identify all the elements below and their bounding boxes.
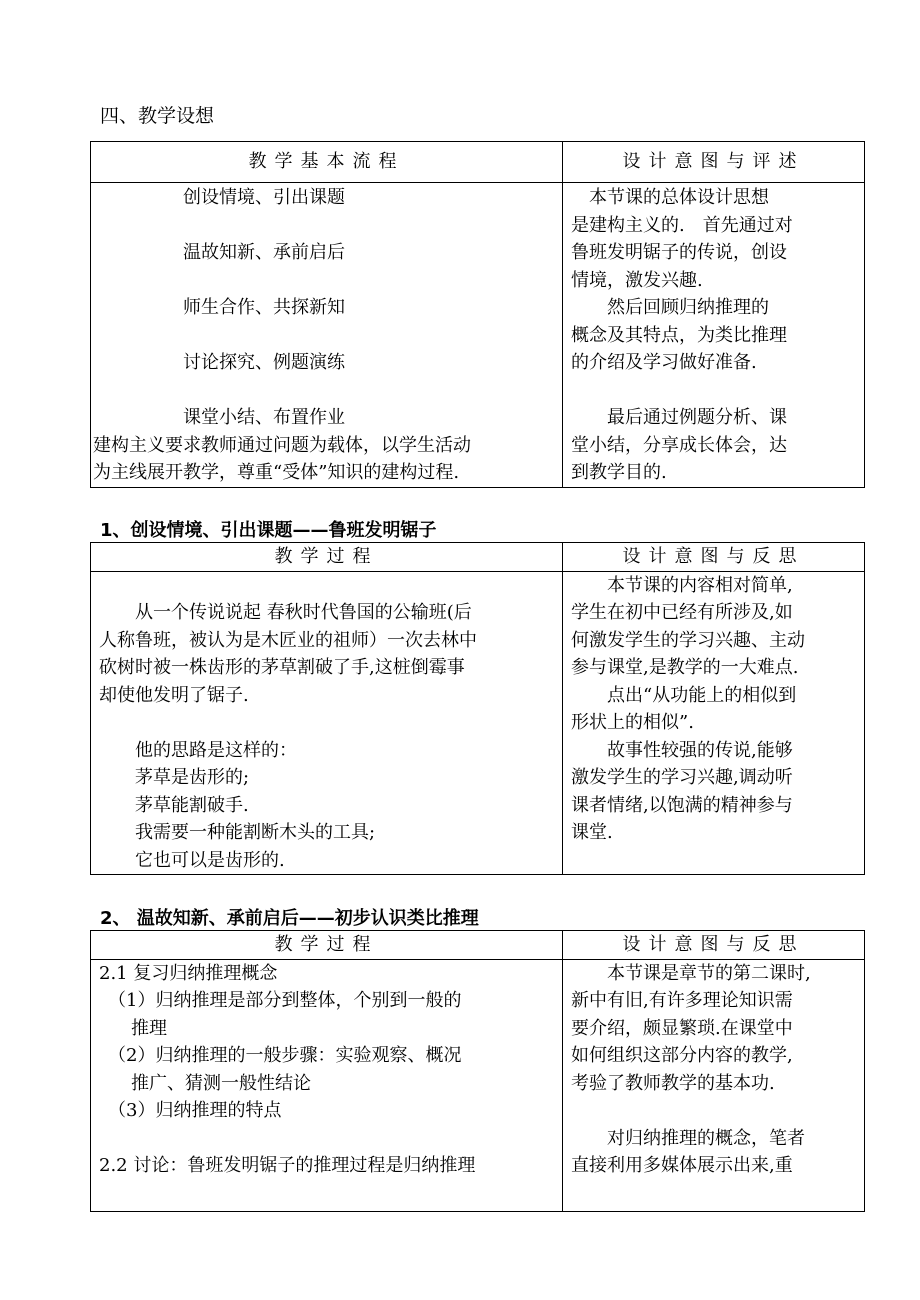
flow-step: 创设情境、引出课题 (183, 187, 345, 208)
table3-header-right: 设计意图与反思 (563, 931, 865, 960)
review-line: 2.1 复习归纳推理概念 (99, 962, 278, 984)
reflection-line: 考验了教师教学的基本功. (571, 1072, 775, 1094)
comment-line: 最后通过例题分析、课 (571, 407, 787, 428)
situation-table (90, 542, 865, 875)
section-title-review: 2、 温故知新、承前启后——初步认识类比推理 (100, 908, 479, 929)
flow-step: 课堂小结、布置作业 (183, 407, 345, 428)
reflection-line: 学生在初中已经有所涉及,如 (571, 602, 793, 623)
section-title-situation: 1、创设情境、引出课题——鲁班发明锯子 (100, 520, 437, 541)
table3-header-left: 教学过程 (91, 931, 563, 960)
reflection-line: 故事性较强的传说,能够 (571, 739, 793, 761)
comment-line: 的介绍及学习做好准备. (571, 352, 757, 373)
thought-line: 它也可以是齿形的. (99, 849, 285, 871)
thought-line: 他的思路是这样的： (99, 739, 297, 761)
table1-comment-cell (563, 183, 865, 488)
comment-line: 是建构主义的. 首先通过对 (571, 214, 793, 236)
review-table (90, 930, 865, 1212)
review-line: （3）归纳推理的特点 (99, 1100, 282, 1121)
comment-line: 鲁班发明锯子的传说，创设 (571, 242, 787, 263)
reflection-line: 课者情绪,以饱满的精神参与 (571, 794, 793, 816)
comment-line: 情境，激发兴趣. (571, 269, 703, 291)
reflection-line (571, 1097, 856, 1125)
section-title-teaching-design: 四、教学设想 (100, 105, 215, 127)
comment-line: 本节课的总体设计思想 (571, 187, 769, 208)
table2-process-cell (91, 571, 563, 875)
thought-line: 茅草是齿形的; (99, 767, 250, 788)
comment-line (571, 377, 856, 405)
comment-line: 概念及其特点，为类比推理 (571, 324, 787, 346)
comment-line: 然后回顾归纳推理的 (571, 297, 769, 318)
flow-step: 讨论探究、例题演练 (183, 352, 345, 373)
reflection-line: 对归纳推理的概念，笔者 (571, 1127, 805, 1149)
reflection-line: 本节课是章节的第二课时, (571, 962, 811, 984)
reflection-line: 参与课堂,是教学的一大难点. (571, 657, 799, 678)
table3-process-cell (91, 959, 563, 1211)
reflection-line: 如何组织这部分内容的教学, (571, 1045, 793, 1066)
story-line: 却使他发明了锯子. (99, 684, 249, 706)
table2-header-right: 设计意图与反思 (563, 543, 865, 572)
table1-header-right: 设计意图与评述 (563, 142, 865, 183)
flow-footnote-line: 建构主义要求教师通过问题为载体，以学生活动 (93, 434, 471, 456)
review-line: 2.2 讨论：鲁班发明锯子的推理过程是归纳推理 (99, 1155, 476, 1176)
story-line: 人称鲁班，被认为是木匠业的祖师）一次去林中 (99, 629, 477, 651)
review-line: （1）归纳推理是部分到整体，个别到一般的 (99, 990, 462, 1011)
flow-footnote-line: 为主线展开教学，尊重“受体”知识的建构过程. (93, 462, 460, 483)
reflection-line: 激发学生的学习兴趣,调动听 (571, 767, 793, 788)
reflection-line: 直接利用多媒体展示出来,重 (571, 1155, 793, 1176)
reflection-line: 形状上的相似”. (571, 712, 694, 733)
reflection-line: 课堂. (571, 822, 613, 843)
flow-step: 师生合作、共探新知 (183, 297, 345, 318)
thought-line: 我需要一种能割断木头的工具; (99, 822, 376, 843)
table1-flow-cell (91, 183, 563, 488)
table2-reflection-cell (563, 571, 865, 875)
review-line: 推理 (131, 1017, 167, 1039)
thought-line: 茅草能割破手. (99, 794, 249, 816)
reflection-line: 新中有旧,有许多理论知识需 (571, 990, 793, 1011)
story-line: 从一个传说说起 春秋时代鲁国的公输班(后 (99, 602, 472, 623)
table1-header-left: 教学基本流程 (91, 142, 563, 183)
reflection-line: 本节课的内容相对简单, (571, 574, 793, 596)
review-line: （2）归纳推理的一般步骤：实验观察、概况 (99, 1045, 462, 1066)
flow-step: 温故知新、承前启后 (183, 242, 345, 263)
comment-line: 堂小结，分享成长体会，达 (571, 434, 787, 456)
reflection-line: 要介绍，颇显繁琐.在课堂中 (571, 1017, 793, 1039)
reflection-line: 何激发学生的学习兴趣、主动 (571, 629, 805, 651)
reflection-line: 点出“从功能上的相似到 (571, 684, 797, 706)
story-line: 砍树时被一株齿形的茅草割破了手,这桩倒霉事 (99, 657, 465, 678)
review-line: 推广、猜测一般性结论 (131, 1072, 311, 1094)
comment-line: 到教学目的. (571, 462, 667, 483)
table2-header-left: 教学过程 (91, 543, 563, 572)
design-flow-table (90, 141, 865, 488)
review-line (99, 1125, 554, 1153)
table3-reflection-cell (563, 959, 865, 1211)
